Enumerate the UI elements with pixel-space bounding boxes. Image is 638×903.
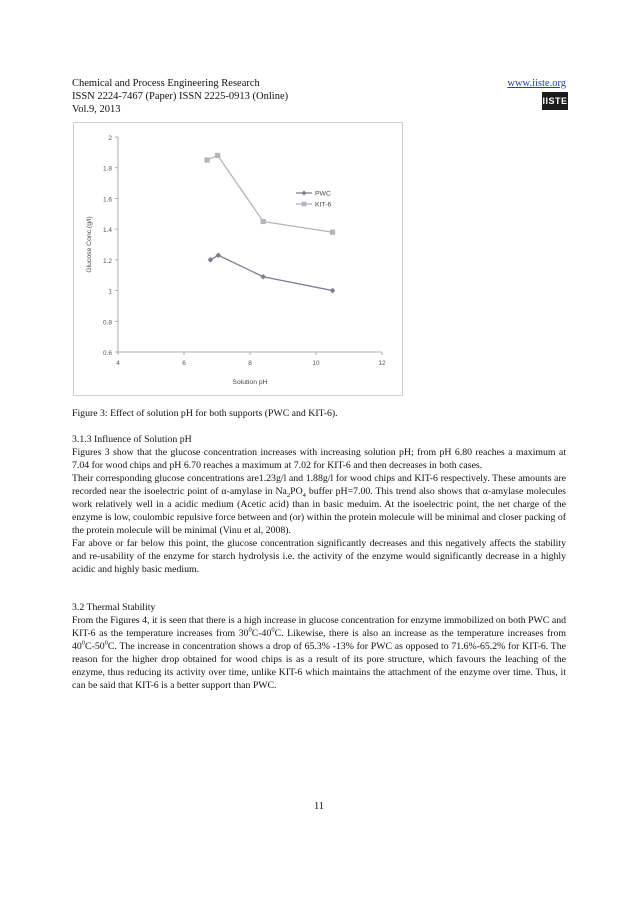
text-run: buffer pH=7.00. This trend also shows that α-amylase molecules work relatively well in a acidic medium (Acetic acid) than in basic meduim. At the isoelectric point, the net charge of the enzyme is low, coulombic repulsive force between and (or) within the protein molecule will be minimal and closer packing of the protein molecule will be minimal (Vinu et al, 2008).: [72, 486, 566, 536]
data-point: [260, 274, 266, 280]
superscript: 0: [81, 639, 86, 647]
data-point: [330, 288, 336, 294]
x-tick-label: 10: [312, 360, 320, 367]
journal-url-link[interactable]: www.iiste.org: [507, 78, 566, 89]
iiste-logo: IISTE: [542, 92, 568, 110]
y-tick-label: 1: [108, 288, 112, 296]
section-heading: 3.1.3 Influence of Solution pH: [72, 434, 192, 445]
y-tick-label: 1.8: [102, 165, 112, 173]
x-tick-label: 8: [248, 360, 252, 367]
data-point: [215, 153, 220, 158]
data-point: [216, 252, 222, 258]
paragraph: [72, 472, 566, 537]
subscript: 4: [302, 491, 306, 499]
subscript: 2: [286, 491, 291, 499]
text-run: C. Likewise, there is also an increase as the temperature increases from 40: [72, 628, 566, 652]
chart-svg: [74, 123, 402, 395]
data-point: [208, 257, 214, 263]
section-heading: 3.2 Thermal Stability: [72, 602, 156, 613]
legend-marker: [302, 202, 307, 207]
section-3-2: [72, 601, 566, 692]
data-point: [330, 230, 335, 235]
text-run: C. The increase in concentration shows a drop of 65.3% -13% for PWC as opposed to 71.6%-65.2% for KIT-6. The reason for the higher drop obtained for wood chips is as a result of its pore structure, which favours the leaching of the enzyme, thus reducing its activity over time, unlike KIT-6 which maintains the attachment of the enzyme over time. Thus, it can be said that KIT-6 is a better support than PWC.: [72, 641, 566, 691]
data-point: [261, 219, 266, 224]
text-run: PO: [290, 486, 303, 497]
superscript: 0: [271, 626, 275, 634]
y-tick-label: 2: [108, 135, 112, 142]
legend-marker: [302, 191, 307, 196]
superscript: 0: [248, 626, 252, 634]
x-tick-label: 6: [182, 360, 186, 367]
legend-label: PWC: [315, 190, 331, 198]
journal-name: Chemical and Process Engineering Research: [72, 78, 260, 89]
paragraph: Figures 3 show that the glucose concentration increases with increasing solution pH; from pH 6.80 reaches a maximum at 7.04 for wood chips and pH 6.70 reaches a maximum at 7.02 for KIT-6 and then decreases in both cases.: [72, 447, 566, 471]
x-axis-label: Solution pH: [232, 379, 268, 386]
x-tick-label: 4: [116, 360, 120, 367]
text-run: Their corresponding glucose concentrations are1.23g/l and 1.88g/l for wood chips and KIT-6 respectively. These amounts are recorded near the isoelectric point of α-amylase in Na: [72, 473, 566, 497]
series-line-kit-6: [207, 155, 332, 232]
x-tick-label: 12: [378, 360, 386, 367]
y-tick-label: 0.6: [102, 350, 112, 357]
text-run: C-50: [85, 641, 105, 652]
text-run: C-40: [251, 628, 272, 639]
y-tick-label: 0.8: [102, 319, 112, 327]
y-axis-label: Glucose Conc.(g/l): [86, 216, 93, 273]
page-number: 11: [313, 801, 325, 812]
y-tick-label: 1.2: [102, 257, 112, 265]
figure-3-chart: [73, 122, 403, 396]
data-point: [205, 157, 210, 162]
paragraph: Far above or far below this point, the glucose concentration significantly decreases and this negatively affects the stability and re-usability of the enzyme for starch hydrolysis i.e. the activity of the enzyme would significantly decrease in a highly acidic and highly basic medium.: [72, 538, 566, 575]
section-3-1-3: [72, 433, 566, 576]
figure-caption: Figure 3: Effect of solution pH for both supports (PWC and KIT-6).: [72, 408, 338, 419]
paragraph: [72, 614, 566, 692]
text-run: From the Figures 4, it is seen that there is a high increase in glucose concentration for enzyme immobilized on both PWC and KIT-6 as the temperature increases from 30: [72, 615, 566, 639]
issn-line: ISSN 2224-7467 (Paper) ISSN 2225-0913 (Online): [72, 91, 289, 102]
volume-line: Vol.9, 2013: [72, 104, 121, 115]
series-line-pwc: [210, 255, 332, 290]
y-tick-label: 1.6: [102, 196, 112, 204]
y-tick-label: 1.4: [102, 227, 112, 235]
superscript: 0: [104, 639, 108, 647]
legend-label: KIT-6: [315, 201, 332, 209]
